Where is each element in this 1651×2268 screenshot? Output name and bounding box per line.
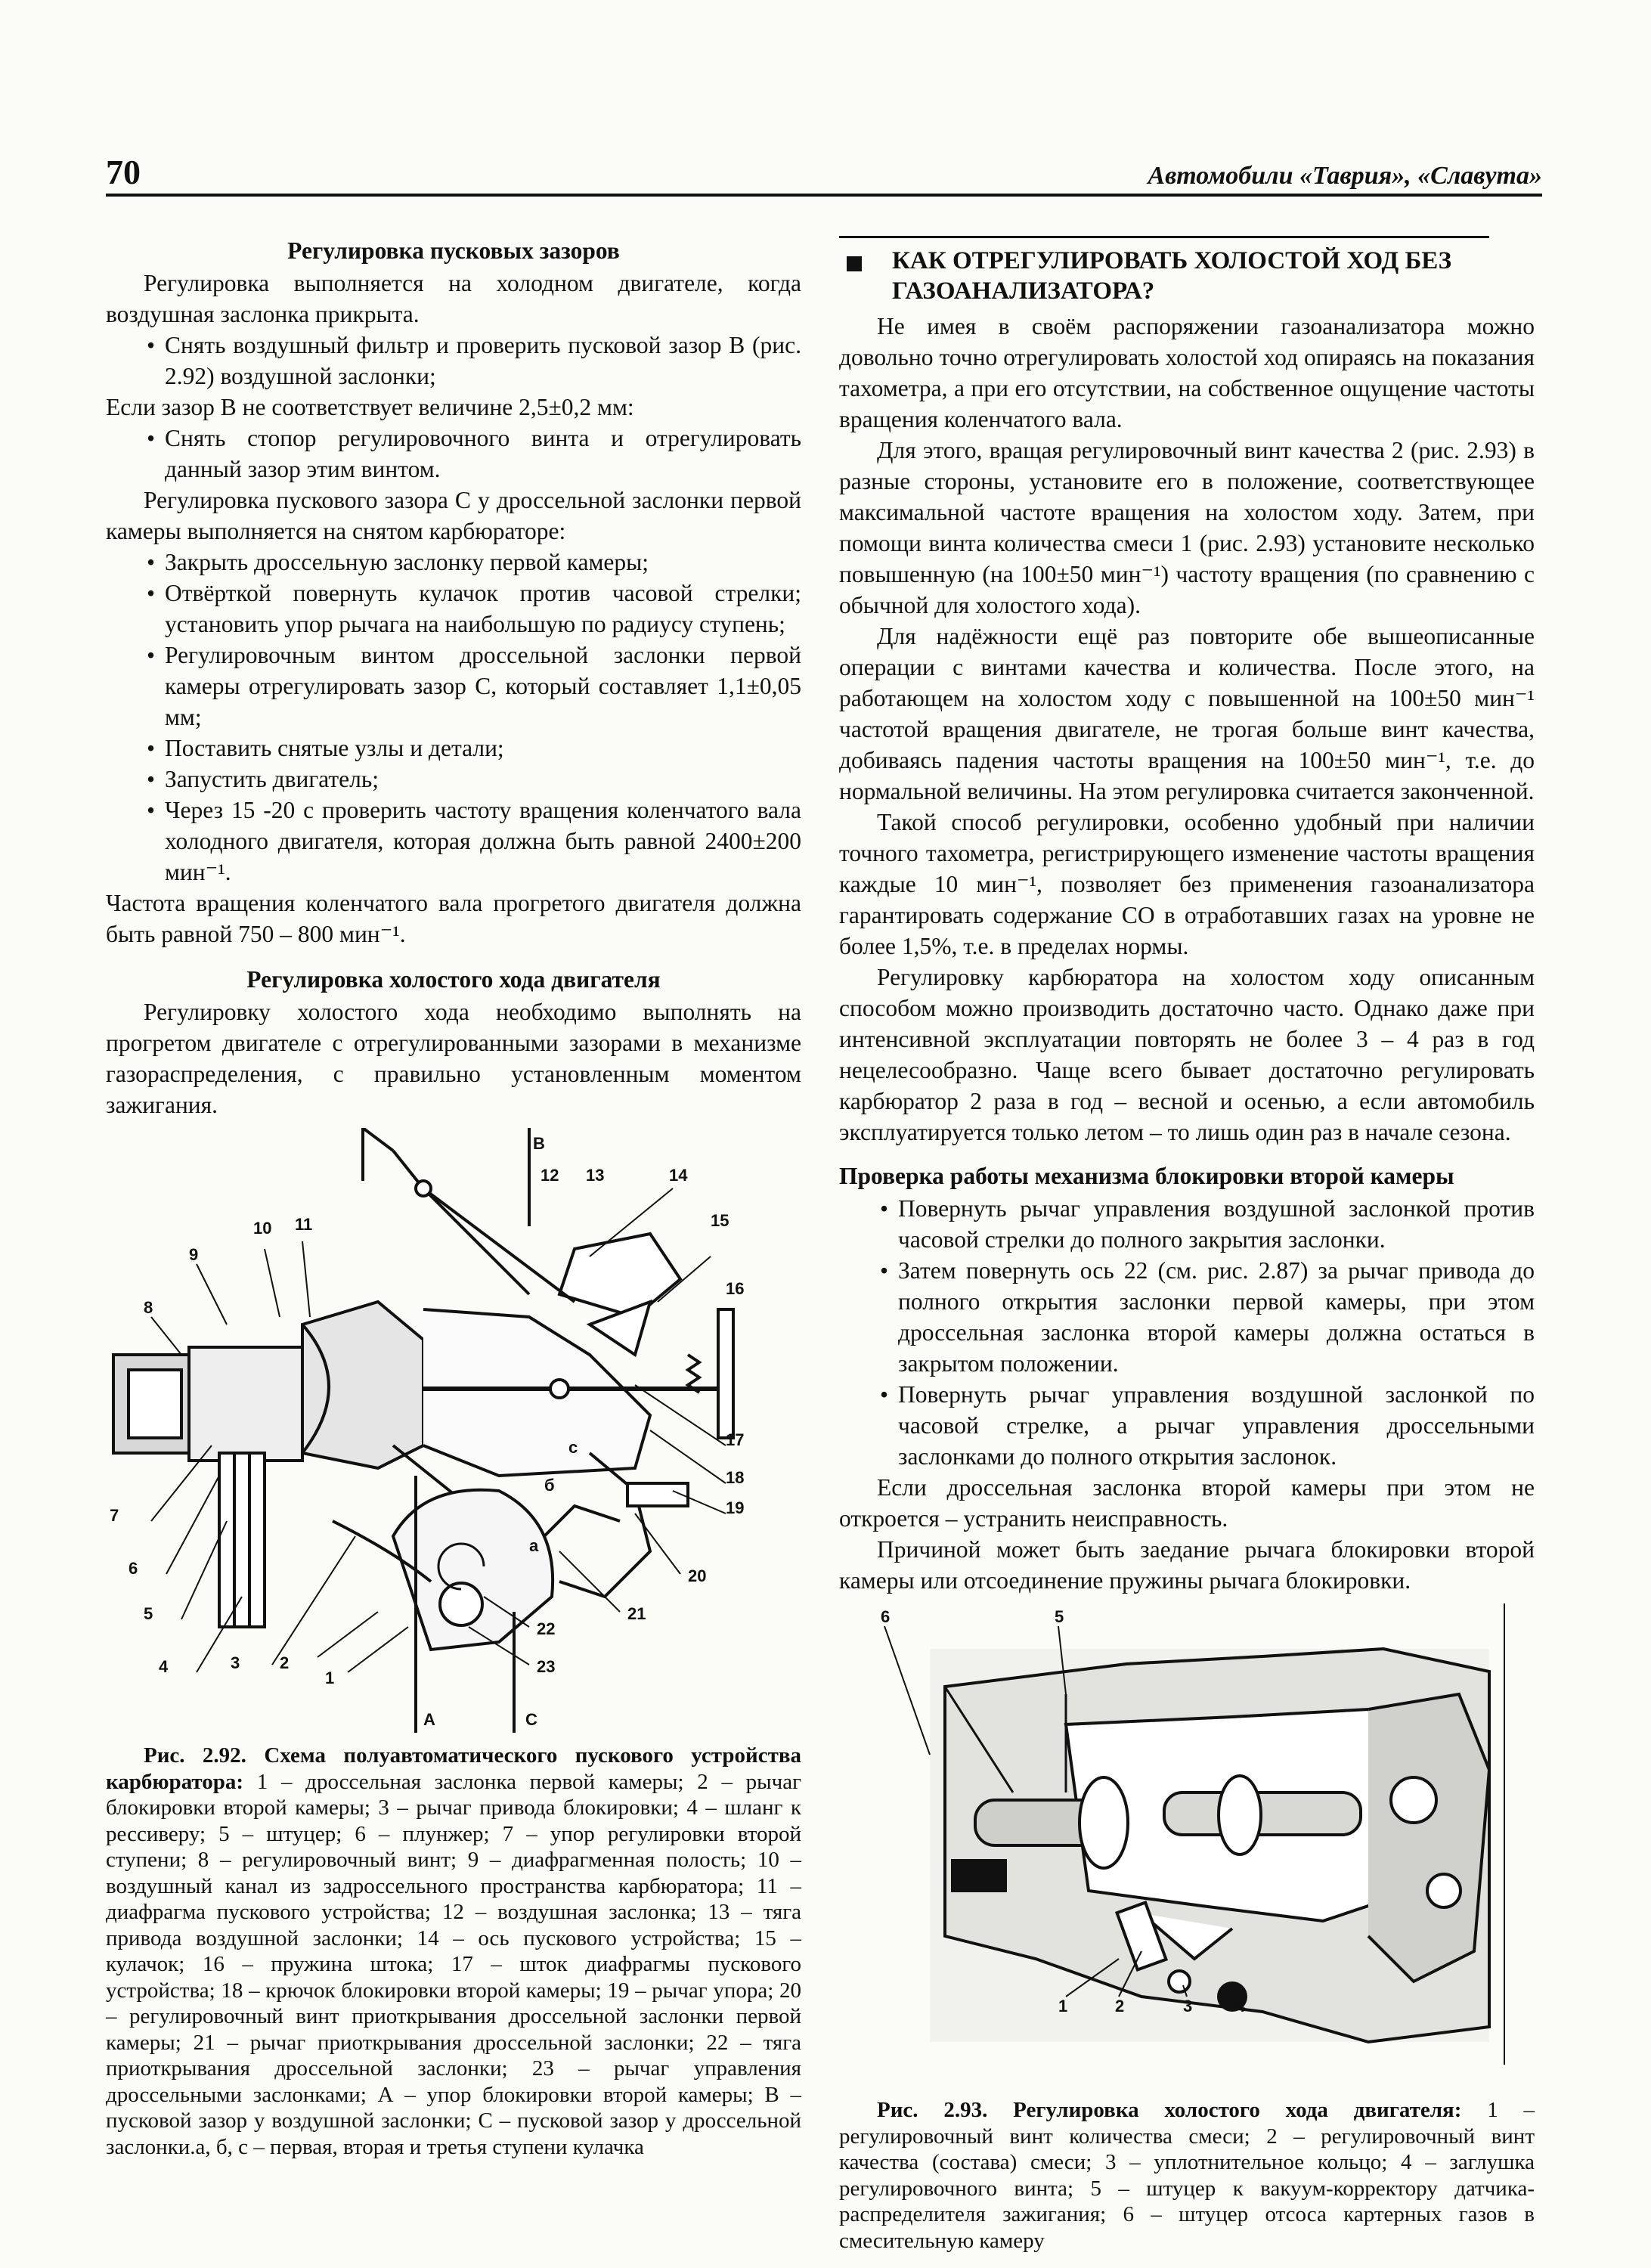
svg-text:19: 19 (726, 1498, 745, 1517)
paragraph: Регулировку карбюратора на холостом ходу описанным способом можно производить достаточно часто. Однако даже при интенсивной эксплуатации повторять не более 3 – 4 раз в год нецелесообразно. Чаще всего бывает достаточно регулировать карбюратор 2 раза в год – весной и осенью, а если автомобиль эксплуатируется только летом – то лишь один раз в начале сезона. (839, 964, 1535, 1145)
svg-text:8: 8 (144, 1298, 153, 1317)
heading-idle-adjust: Регулировка холостого хода двигателя (246, 966, 661, 993)
paragraph: Для надёжности ещё раз повторите обе вышеописанные операции с винтами качества и количества. После этого, на работающем на холостом ходу с повышенной на 100±50 мин⁻¹ частотой вращения двигателе, не трогая больше винт качества, добиваясь падения частоты вращения на 100±50 мин⁻¹, т.е. до нормальной величины. На этом регулировка считается законченной. (839, 623, 1535, 804)
list-item: • Повернуть рычаг управления воздушной заслонкой против часовой стрелки до полного закрытия заслонки. (880, 1195, 1535, 1253)
section-rule (839, 236, 1489, 238)
heading-start-gaps: Регулировка пусковых зазоров (287, 237, 620, 264)
section-bullet-icon (847, 256, 862, 271)
bullet-list (106, 547, 801, 888)
bullet-list (839, 1193, 1535, 1472)
paragraph: Частота вращения коленчатого вала прогретого двигателя должна быть равной 750 – 800 мин⁻¹. (106, 890, 801, 947)
svg-text:4: 4 (159, 1657, 169, 1676)
label-B: B (533, 1134, 545, 1153)
svg-text:2: 2 (280, 1653, 290, 1672)
figure-2-92 (106, 1128, 801, 1737)
list-item: • Снять стопор регулировочного винта и отрегулировать данный зазор этим винтом. (147, 425, 801, 482)
page-header (106, 148, 1542, 197)
label-A: A (423, 1710, 435, 1729)
paragraph: Регулировка выполняется на холодном двигателе, когда воздушная заслонка прикрыта. (106, 270, 801, 327)
svg-text:13: 13 (586, 1166, 605, 1185)
list-item: • Запустить двигатель; (147, 766, 379, 792)
svg-text:3: 3 (231, 1653, 240, 1672)
svg-text:7: 7 (110, 1506, 119, 1525)
svg-text:1: 1 (1058, 1997, 1068, 2015)
svg-text:18: 18 (726, 1468, 745, 1487)
list-item: • Снять воздушный фильтр и проверить пусковой зазор В (рис. 2.92) воздушной заслонки; (147, 332, 801, 389)
page-number: 70 (106, 153, 141, 191)
svg-text:11: 11 (295, 1215, 313, 1234)
list-item: • Закрыть дроссельную заслонку первой камеры; (147, 549, 649, 575)
svg-text:6: 6 (129, 1559, 138, 1578)
svg-text:6: 6 (881, 1607, 891, 1626)
carburetor-idle-adjust-photo (839, 1603, 1535, 2087)
svg-text:15: 15 (711, 1211, 729, 1230)
label-C: C (525, 1710, 537, 1729)
svg-text:б: б (544, 1476, 555, 1495)
list-item: • Затем повернуть ось 22 (см. рис. 2.87) за рычаг привода до полного открытия заслонки первой камеры, при этом дроссельная заслонка второй камеры должна остаться в закрытом положении. (880, 1257, 1535, 1377)
carburetor-start-device-diagram (106, 1128, 801, 1733)
svg-text:2: 2 (1115, 1997, 1125, 2015)
running-title: Автомобили «Таврия», «Славута» (1148, 162, 1542, 190)
heading-lock-check: Проверка работы механизма блокировки второй камеры (839, 1163, 1454, 1189)
svg-text:22: 22 (537, 1619, 556, 1638)
svg-text:10: 10 (253, 1219, 272, 1238)
svg-text:16: 16 (726, 1279, 745, 1298)
left-column (106, 227, 801, 2160)
svg-text:17: 17 (726, 1430, 745, 1449)
svg-text:1: 1 (325, 1668, 335, 1687)
paragraph: Если дроссельная заслонка второй камеры при этом не откроется – устранить неисправность. (839, 1474, 1535, 1532)
paragraph: Не имея в своём распоряжении газоанализатора можно довольно точно отрегулировать холостой ход опираясь на показания тахометра, а при его отсутствии, на собственное ощущение частоты вращения коленчатого вала. (839, 313, 1535, 432)
paragraph: Для этого, вращая регулировочный винт качества 2 (рис. 2.93) в разные стороны, установите его в положение, соответствующее максимальной частоте вращения на холостом ходу. Затем, при помощи винта количества смеси 1 (рис. 2.93) установите несколько повышенную (на 100±50 мин⁻¹) частоту вращения (по сравнению с обычной для холостого хода). (839, 437, 1535, 618)
paragraph: Такой способ регулировки, особенно удобный при наличии точного тахометра, регистрирующего изменение частоты вращения каждые 10 мин⁻¹, позволяет без применения газоанализатора гарантировать содержание СО в отработавших газах на уровне не более 1,5%, т.е. в пределах нормы. (839, 809, 1535, 959)
figure-2-93 (839, 1603, 1535, 2091)
svg-text:3: 3 (1183, 1997, 1193, 2015)
figure-caption-2-92: Рис. 2.92. Схема полуавтоматического пускового устройства карбюратора: 1 – дроссельная заслонка первой камеры; 2 – рычаг блокировки второй камеры; 3 – рычаг привода блокировки; 4 – шланг к рессиверу; 5 – штуцер; 6 – плунжер; 7 – упор регулировки второй ступени; 8 – регулировочный винт; 9 – диафрагменная полость; 10 – воздушный канал из задроссельного пространства карбюратора; 11 – диафрагма пускового устройства; 12 – воздушная заслонка; 13 – тяга привода воздушной заслонки; 14 – ось пускового устройства; 15 – кулачок; 16 – пружина штока; 17 – шток диафрагмы пускового устройства; 18 – крючок блокировки второй камеры; 19 – рычаг упора; 20 – регулировочный винт приоткрывания дроссельной заслонки первой камеры; 21 – рычаг приоткрывания дроссельной заслонки; 22 – тяга приоткрывания дроссельной заслонки; 23 – рычаг управления дроссельными заслонками; А – упор блокировки второй камеры; В – пусковой зазор у воздушной заслонки; С – пусковой зазор у дроссельной заслонки.а, б, с – первая, вторая и третья ступени кулачка (106, 1743, 801, 2159)
bullet-list (106, 423, 801, 485)
svg-text:21: 21 (627, 1604, 646, 1623)
svg-text:5: 5 (1055, 1607, 1064, 1626)
svg-text:23: 23 (537, 1657, 556, 1676)
list-item: • Отвёрткой повернуть кулачок против часовой стрелки; установить упор рычага на наибольшую по радиусу ступень; (147, 580, 801, 637)
list-item: • Поставить снятые узлы и детали; (147, 735, 504, 761)
svg-text:12: 12 (541, 1166, 559, 1185)
svg-text:4: 4 (1236, 1997, 1246, 2015)
svg-text:а: а (529, 1536, 539, 1555)
bullet-list (106, 330, 801, 392)
list-item: • Регулировочным винтом дроссельной заслонки первой камеры отрегулировать зазор С, который составляет 1,1±0,05 мм; (147, 642, 801, 730)
list-item: • Повернуть рычаг управления воздушной заслонкой по часовой стрелке, а рычаг управления дроссельными заслонками до полного открытия заслонок. (880, 1381, 1535, 1470)
svg-text:с: с (568, 1438, 578, 1457)
svg-text:9: 9 (189, 1245, 199, 1264)
svg-text:5: 5 (144, 1604, 153, 1623)
figure-caption-2-93: Рис. 2.93. Регулировка холостого хода двигателя: 1 – регулировочный винт количества смеси; 2 – регулировочный винт качества (состава) смеси; 3 – уплотнительное кольцо; 4 – заглушка регулировочного винта; 5 – штуцер к вакуум-корректору датчика-распределителя зажигания; 6 – штуцер отсоса картерных газов в смесительную камеру (839, 2098, 1535, 2253)
paragraph: Регулировку холостого хода необходимо выполнять на прогретом двигателе с отрегулированными зазорами в механизме газораспределения, с правильно установленным моментом зажигания. (106, 999, 801, 1118)
paragraph: Регулировка пускового зазора С у дроссельной заслонки первой камеры выполняется на снятом карбюраторе: (106, 487, 801, 544)
list-item: • Через 15 -20 с проверить частоту вращения коленчатого вала холодного двигателя, которая должна быть равной 2400±200 мин⁻¹. (147, 797, 801, 885)
paragraph: Причиной может быть заедание рычага блокировки второй камеры или отсоединение пружины рычага блокировки. (839, 1536, 1535, 1594)
right-column (839, 227, 1535, 2254)
section-title: КАК ОТРЕГУЛИРОВАТЬ ХОЛОСТОЙ ХОД БЕЗ ГАЗОАНАЛИЗАТОРА? (839, 246, 1535, 306)
svg-text:14: 14 (669, 1166, 688, 1185)
svg-text:20: 20 (688, 1566, 707, 1585)
paragraph: Если зазор В не соответствует величине 2,5±0,2 мм: (106, 394, 634, 420)
